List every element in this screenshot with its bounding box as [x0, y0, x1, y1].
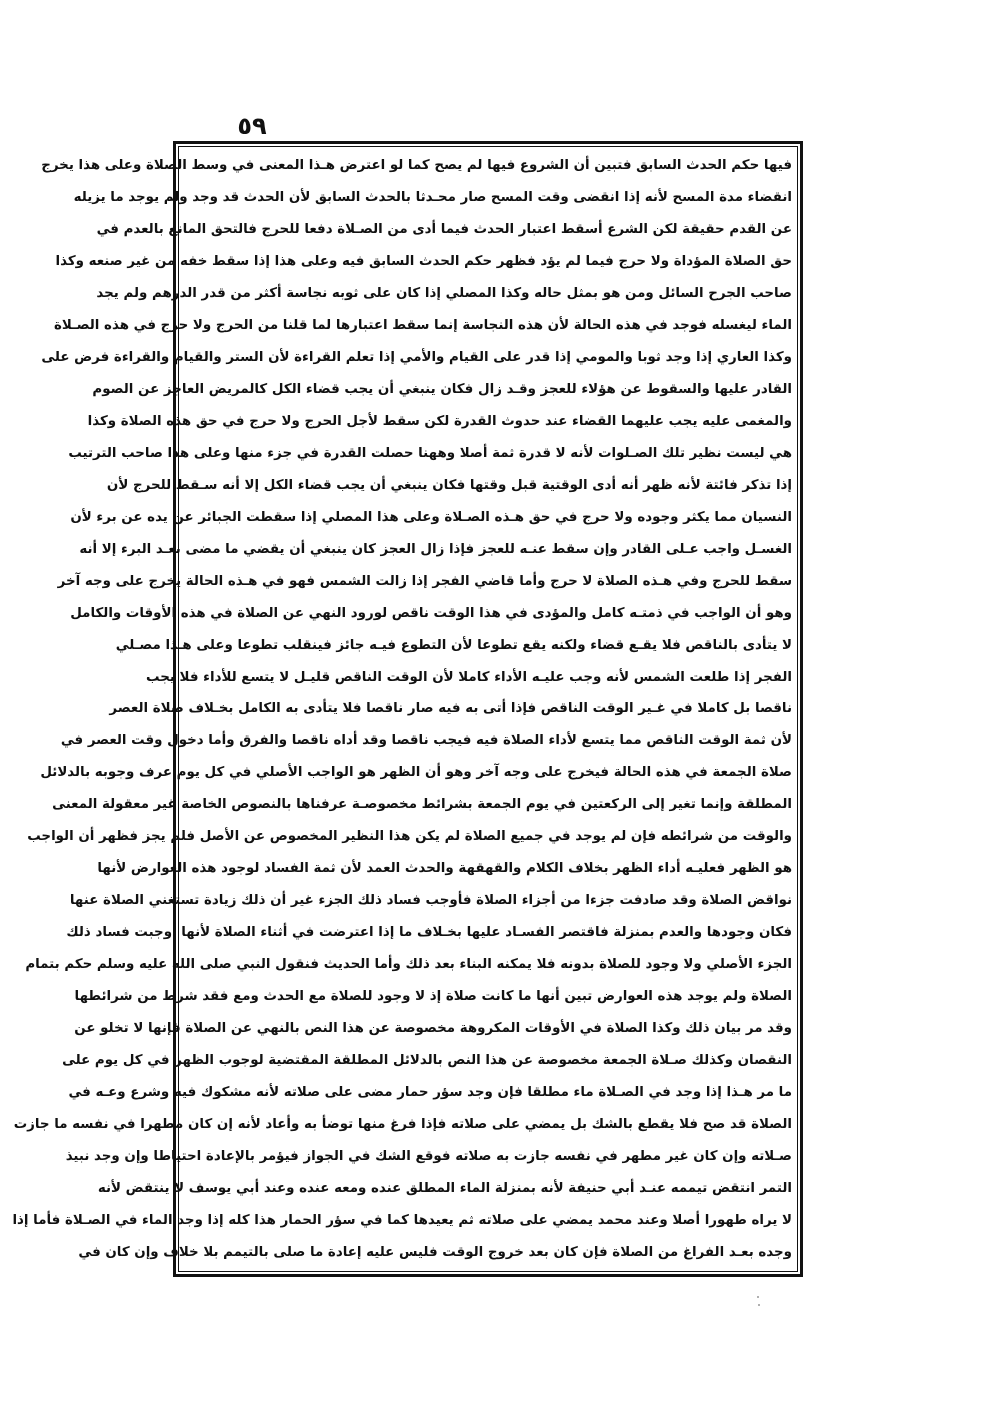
- text-line: وجده بعـد الفراغ من الصلاة فإن كان بعد خروج الوقت فليس عليه إعادة ما صلى بالتيمم بلا خلاف وإن كان في: [78, 1244, 792, 1260]
- text-line: الفجر إذا طلعت الشمس لأنه وجب عليـه الأداء كاملا لأن الوقت الناقص قليـل لا يتسع للأداء فلا يجب: [146, 669, 792, 685]
- text-line: هو الظهر فعليـه أداء الظهر بخلاف الكلام والقهقهة والحدث العمد لأن ثمة الفساد لوجود هذه العوارض لأنها: [97, 861, 792, 877]
- text-line: لا يتأدى بالناقص فلا يقـع قضاء ولكنه يقع تطوعا لأن التطوع فيـه جائز فينقلب تطوعا وعلى هـذا مصـلي: [115, 637, 792, 653]
- text-line: هي ليست نظير تلك الصـلوات لأنه لا قدرة ثمة أصلا وههنا حصلت القدرة في جزء منها وعلى هذا صاحب الترتيب: [68, 445, 792, 461]
- text-line: حق الصلاة المؤداة ولا حرج فيما لم يؤد فظهر حكم الحدث السابق فيه وعلى هذا إذا سقط خفه من غير صنعه وكذا: [55, 253, 792, 269]
- text-line: وقد مر بيان ذلك وكذا الصلاة في الأوقات المكروهة مخصوصة عن هذا النص بالنهي عن الصلاة فإنها لا تخلو عن: [74, 1021, 792, 1037]
- text-line: فيها حكم الحدث السابق فتبين أن الشروع فيها لم يصح كما لو اعترض هـذا المعنى في وسط الصلاة وعلى هذا يخرج: [41, 158, 792, 173]
- text-line: وكذا العاري إذا وجد ثوبا والمومي إذا قدر على القيام والأمي إذا تعلم القراءة لأن الستر والقيام والقراءة فرض على: [41, 349, 792, 365]
- text-line: إذا تذكر فائتة لأنه ظهر أنه أدى الوقتية قبل وقتها فكان ينبغي أن يجب قضاء الكل إلا أنه سـقط للحرج لأن: [106, 477, 792, 493]
- text-line: والوقت من شرائطه فإن لم يوجد في جميع الصلاة لم يكن هذا النظير المخصوص عن الأصل فلم يجز فظهر أن الواجب: [27, 829, 792, 845]
- text-line: نواقض الصلاة وقد صادفت جزءا من أجزاء الصلاة فأوجب فساد ذلك الجزء غير أن ذلك زيادة تستغني الصلاة عنها: [69, 893, 792, 909]
- text-line: صـلاته وإن كان غير مطهر في نفسه جازت به صلاته فوقع الشك في الجواز فيؤمر بالإعادة احتياطا وإن وجد نبيذ: [65, 1149, 792, 1165]
- text-line: والمغمى عليه يجب عليهما القضاء عند حدوث القدرة لكن سقط لأجل الحرج ولا حرج في حق هذه الصلاة وكذا: [87, 413, 792, 429]
- text-line: القادر عليها والسقوط عن هؤلاء للعجز وقـد زال فكان ينبغي أن يجب قضاء الكل كالمريض العاجز عن الصوم: [92, 381, 792, 397]
- page-number: ٥٩: [237, 112, 267, 140]
- scan-speck: [758, 1304, 760, 1306]
- text-line: لأن ثمة الوقت الناقص مما يتسع لأداء الصلاة فيه فيجب ناقصا وقد أداه ناقصا والفرق وأما دخول وقت العصر في: [60, 733, 792, 749]
- text-line: النسيان مما يكثر وجوده ولا حرج في حق هـذه الصـلاة وعلى هذا المصلي إذا سقطت الجبائر عن يده عن برء لأن: [70, 509, 792, 525]
- text-block: [12, 150, 792, 1268]
- text-line: المطلقة وإنما تغير إلى الركعتين في يوم الجمعة بشرائط مخصوصـة عرفناها بالنصوص الخاصة غير معقولة المعنى: [52, 797, 792, 813]
- text-line: سقط للحرج وفي هـذه الصلاة لا حرج وأما قاضي الفجر إذا زالت الشمس فهو في هـذه الحالة يخرج على وجه آخر: [57, 573, 792, 589]
- text-line: صلاة الجمعة في هذه الحالة فيخرج على وجه آخر وهو أن الظهر هو الواجب الأصلي في كل يوم عرف وجوبه بالدلائل: [40, 765, 792, 781]
- text-line: النقصان وكذلك صـلاة الجمعة مخصوصة عن هذا النص بالدلائل المطلقة المقتضية لوجوب الظهر في كل يوم على: [62, 1053, 792, 1069]
- text-line: ما مر هـذا إذا وجد في الصـلاة ماء مطلقا فإن وجد سؤر حمار مضى على صلاته لأنه مشكوك فيه وشرع وعـه في: [68, 1085, 792, 1101]
- text-line: الغسـل واجب عـلى القادر وإن سقط عنـه للعجز فإذا زال العجز كان ينبغي أن يقضي ما مضى بعـد البرء إلا أنه: [79, 541, 792, 557]
- text-line: لا يراه طهورا أصلا وعند محمد يمضي على صلاته ثم يعيدها كما في سؤر الحمار هذا كله إذا وجد الماء في الصـلاة فأما إذا: [12, 1212, 792, 1228]
- text-line: ناقصا بل كاملا في غـير الوقت الناقص فإذا أتى به فيه صار ناقصا فلا يتأدى به الكامل بخـلاف صلاة العصر: [109, 701, 792, 717]
- text-line: عن القدم حقيقة لكن الشرع أسقط اعتبار الحدث فيما أدى من الصـلاة دفعا للحرج فالتحق المانع بالعدم في: [96, 221, 792, 237]
- text-line: الماء ليغسله فوجد في هذه الحالة لأن هذه النجاسة إنما سقط اعتبارها لما قلنا من الحرج ولا حرج في هذه الصـلاة: [53, 317, 792, 333]
- text-line: صاحب الجرح السائل ومن هو بمثل حاله وكذا المصلي إذا كان على ثوبه نجاسة أكثر من قدر الدرهم ولم يجد: [96, 285, 792, 301]
- text-line: انقضاء مدة المسح لأنه إذا انقضى وقت المسح صار محـدثا بالحدث السابق لأن الحدث قد وجد ولم يوجد ما يزيله: [73, 189, 792, 205]
- text-line: التمر انتقض تيممه عنـد أبي حنيفة لأنه بمنزلة الماء المطلق عنده ومعه عنده وعند أبي يوسف لا ينتقض لأنه: [97, 1181, 792, 1196]
- text-line: الصلاة ولم يوجد هذه العوارض تبين أنها ما كانت صلاة إذ لا وجود للصلاة مع الحدث ومع فقد شرط من شرائطها: [74, 989, 792, 1005]
- scan-speck: [757, 1296, 759, 1298]
- text-line: فكان وجودها والعدم بمنزلة فاقتصر الفسـاد عليها بخـلاف ما إذا اعترضت في أثناء الصلاة لأنها أوجبت فساد ذلك: [66, 925, 792, 941]
- text-line: الصلاة قد صح فلا يقطع بالشك بل يمضي على صلاته فإذا فرغ منها توضأ به وأعاد لأنه إن كان مطهرا في نفسه ما جازت: [13, 1117, 792, 1133]
- text-line: الجزء الأصلي ولا وجود للصلاة بدونه فلا يمكنه البناء بعد ذلك وأما الحديث فنقول النبي صلى الله عليه وسلم حكم بتمام: [25, 957, 792, 973]
- text-line: وهو أن الواجب في ذمتـه كامل والمؤدى في هذا الوقت ناقص لورود النهي عن الصلاة في هذه الأوقات والكامل: [70, 605, 792, 621]
